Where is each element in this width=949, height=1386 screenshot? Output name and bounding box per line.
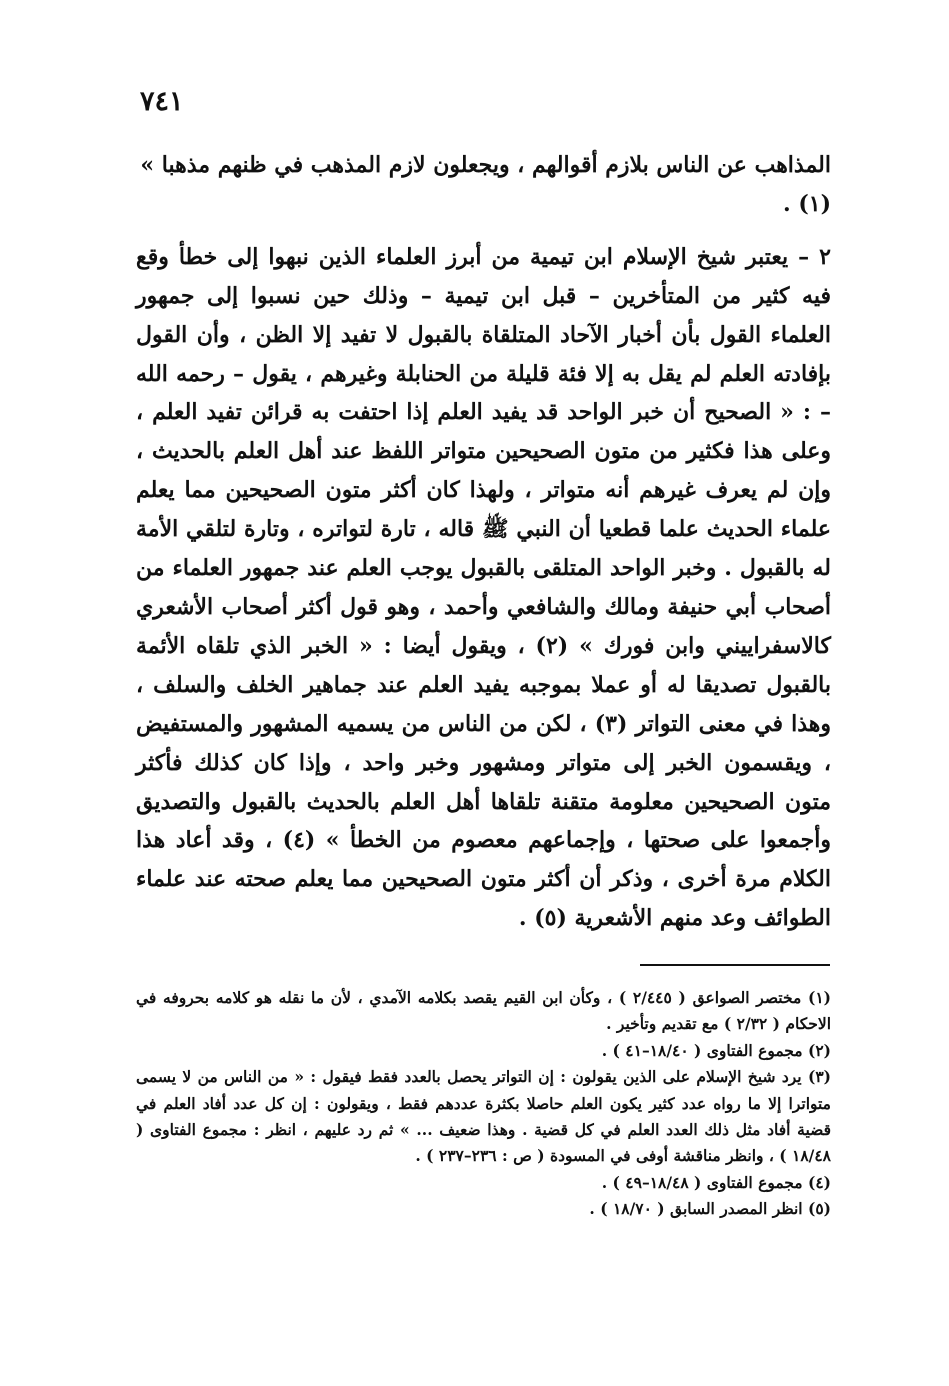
footnote-1: (١) مختصر الصواعق ( ٢/٤٤٥ ) ، وكأن ابن القيم يقصد بكلامه الآمدي ، لأن ما نقله هو كلامه بحروفه في الاحكام ( ٢/٣٢ ) مع تقديم وتأخير . <box>136 988 831 1034</box>
footnote-4: (٤) مجموع الفتاوى ( ١٨/٤٨–٤٩ ) . <box>601 1172 831 1192</box>
main-text <box>136 146 831 938</box>
footnote-5: (٥) انظر المصدر السابق ( ١٨/٧٠ ) . <box>589 1199 831 1219</box>
footnote-2: (٢) مجموع الفتاوى ( ١٨/٤٠–٤١ ) . <box>601 1040 831 1060</box>
footnote-3: (٣) يرد شيخ الإسلام على الذين يقولون : إن التواتر يحصل بالعدد فقط فيقول : « من الناس من لا يسمى متواترا إلا ما رواه عدد كثير يكون العلم حاصلا بكثرة عددهم فقط ، ويقولون : إن كل عدد أفاد العلم في قضية أفاد مثل ذلك العدد العلم في كل قضية . وهذا ضعيف ... » ثم رد عليهم ، انظر : مجموع الفتاوى ( ١٨/٤٨ ) ، وانظر مناقشة أوفى في المسودة ( ص : ٢٣٦–٢٣٧ ) . <box>136 1067 831 1166</box>
paragraph: ٢ – يعتبر شيخ الإسلام ابن تيمية من أبرز العلماء الذين نبهوا إلى خطأ وقع فيه كثير من المتأخرين – قبل ابن تيمية – وذلك حين نسبوا إلى جمهور العلماء القول بأن أخبار الآحاد المتلقاة بالقبول لا تفيد إلا الظن ، وأن القول بإفادته العلم لم يقل به إلا فئة قليلة من الحنابلة وغيرهم ، يقول – رحمه الله – : « الصحيح أن خبر الواحد قد يفيد العلم إذا احتفت به قرائن تفيد العلم ، وعلى هذا فكثير من متون الصحيحين متواتر اللفظ عند أهل العلم بالحديث ، وإن لم يعرف غيرهم أنه متواتر ، ولهذا كان أكثر متون الصحيحين مما يعلم علماء الحديث علما قطعيا أن النبي ﷺ قاله ، تارة لتواتره ، وتارة لتلقي الأمة له بالقبول . وخبر الواحد المتلقى بالقبول يوجب العلم عند جمهور العلماء من أصحاب أبي حنيفة ومالك والشافعي وأحمد ، وهو قول أكثر أصحاب الأشعري كالاسفراييني وابن فورك » (٢) ، ويقول أيضا : « الخبر الذي تلقاه الأئمة بالقبول تصديقا له أو عملا بموجبه يفيد العلم عند جماهير الخلف والسلف ، وهذا في معنى التواتر (٣) ، لكن من الناس من يسميه المشهور والمستفيض ، ويقسمون الخبر إلى متواتر ومشهور وخبر واحد ، وإذا كان كذلك فأكثر متون الصحيحين معلومة متقنة تلقاها أهل العلم بالحديث بالقبول والتصديق وأجمعوا على صحتها ، وإجماعهم معصوم من الخطأ » (٤) ، وقد أعاد هذا الكلام مرة أخرى ، وذكر أن أكثر متون الصحيحين مما يعلم صحته عند علماء الطوائف وعد منهم الأشعرية (٥) . <box>136 243 831 932</box>
paragraph: المذاهب عن الناس بلازم أقوالهم ، ويجعلون لازم المذهب في ظنهم مذهبا » (١) . <box>140 152 831 217</box>
page-number: ٧٤١ <box>140 86 184 117</box>
footnotes <box>136 985 831 1223</box>
footnote-separator <box>640 964 830 966</box>
